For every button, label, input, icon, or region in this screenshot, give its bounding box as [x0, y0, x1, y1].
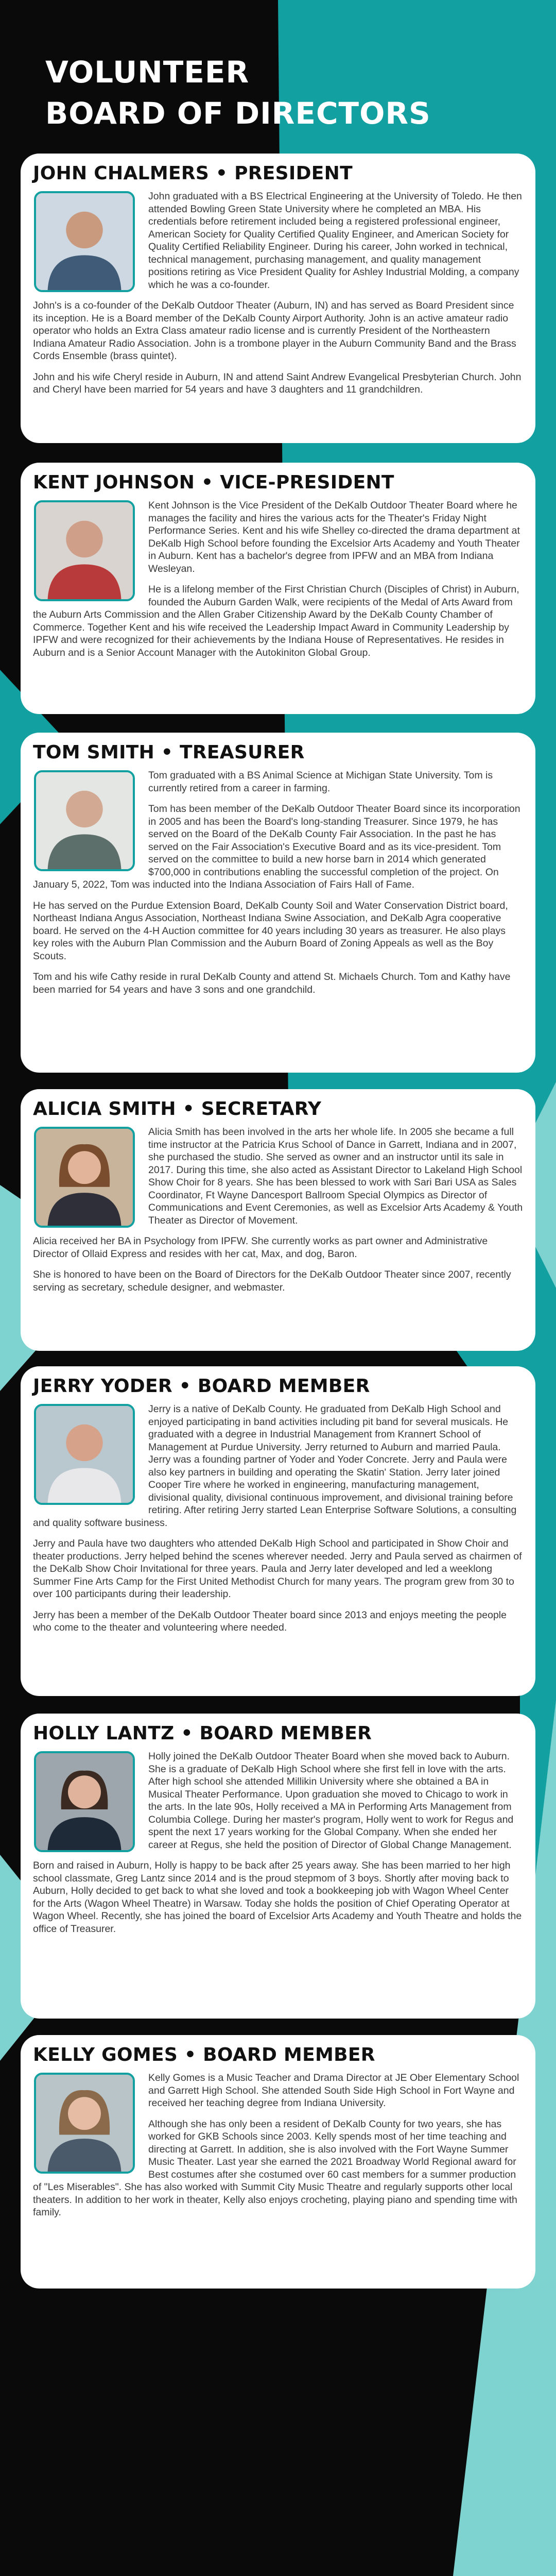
person-silhouette-icon	[36, 1753, 133, 1850]
portrait-photo	[34, 770, 135, 871]
member-bio-paragraph: He is a lifelong member of the First Christian Church (Disciples of Christ) in Auburn, founded the Auburn Garden Walk, were recipients of the Medal of Arts Award from the Auburn Arts Commission and the Allen Graber Citizenship Award by the DeKalb County Chamber of Commerce. Together Kent and his wife received the Leadership Impact Award in Community Leadership by IPFW and were recognized for their achievements by the Indiana House of Representatives. He resides in Auburn and is a Senior Account Manager with the Autokiniton Global Group.	[33, 584, 519, 658]
portrait-photo	[34, 2073, 135, 2174]
member-heading: KELLY GOMES • BOARD MEMBER	[33, 2044, 375, 2065]
member-card-alicia-smith	[21, 1089, 535, 1351]
member-card-kelly-gomes	[21, 2035, 535, 2289]
member-card-jerry-yoder	[21, 1366, 535, 1696]
member-bio-paragraph: Tom graduated with a BS Animal Science at Michigan State University. Tom is currently retired from a career in farming.	[148, 770, 493, 794]
member-bio-paragraph: Alicia received her BA in Psychology from IPFW. She currently works as part owner and Administrative Director of Ollaid Express and resides with her cat, Max, and dog, Baron.	[33, 1235, 488, 1260]
person-silhouette-icon	[36, 772, 133, 869]
member-bio-paragraph: Jerry is a native of DeKalb County. He graduated from DeKalb High School and enjoyed participating in band activities including pit band for several musicals. He graduated with a degree in Industrial Management from Krannert School of Management at Purdue University. Jerry returned to Auburn and married Paula. Jerry was a founding partner of Yoder and Yoder Concrete. Jerry and Paula were also key partners in building and operating the Skatin' Station. Jerry later joined Cooper Tire where he worked in engineering, manufacturing management, divisional quality, divisional continuous improvement, and divisional training before retiring. After retiring Jerry started Lean Enterprise Software Solutions, a consulting and quality software business.	[33, 1403, 517, 1529]
member-heading: HOLLY LANTZ • BOARD MEMBER	[33, 1723, 372, 1744]
member-heading: TOM SMITH • TREASURER	[33, 742, 305, 763]
member-card-holly-lantz	[21, 1714, 535, 2019]
member-bio-paragraph: He has served on the Purdue Extension Board, DeKalb County Soil and Water Conservation District board, Northeast Indiana Angus Association, Northeast Indiana Swine Association, and DeKalb Agra cooperative board. He served on the 4-H Auction committee for 40 years including 30 years as treasurer. He also plays key roles with the Auburn Plan Commission and the Auburn Board of Zoning Appeals as well as the Boy Scouts.	[33, 900, 508, 962]
member-bio-paragraph: Born and raised in Auburn, Holly is happy to be back after 25 years away. She has been married to her high school classmate, Greg Lantz since 2014 and is the proud stepmom of 3 boys. Shortly after moving back to Auburn, Holly decided to get back to what she loved and took a bookkeeping job with Wagon Wheel Center for the Arts (Wagon Wheel Theatre) in Warsaw. Today she holds the position of Chief Operating Operator at Wagon Wheel. Recently, she has joined the board of Excelsior Arts Academy and Youth Theatre and holds the office of Treasurer.	[33, 1860, 522, 1935]
portrait-photo	[34, 1751, 135, 1852]
portrait-photo	[34, 1127, 135, 1228]
member-bio-paragraph: She is honored to have been on the Board of Directors for the DeKalb Outdoor Theater since 2007, recently serving as secretary, schedule designer, and webmaster.	[33, 1269, 511, 1293]
portrait-photo	[34, 1404, 135, 1505]
person-silhouette-icon	[36, 1129, 133, 1226]
member-card-john-chalmers	[21, 154, 535, 443]
member-bio-paragraph: Jerry and Paula have two daughters who attended DeKalb High School and participated in Show Choir and theater productions. Jerry helped behind the scenes wherever needed. Jerry and Paula served as chairmen of the DeKalb Show Choir Invitational for three years. Paula and Jerry later developed and led a weeklong Summer Fine Arts Camp for the First United Methodist Church for many years. The program grew from 30 to over 100 participants during their leadership.	[33, 1538, 522, 1600]
member-bio-paragraph: Although she has only been a resident of DeKalb County for two years, she has worked for GKB Schools since 2003. Kelly spends most of her time teaching and directing at Garrett. In addition, she is also involved with the Fort Wayne Summer Music Theater. Last year she earned the 2021 Broadway World Regional award for Best costumes after she costumed over 60 cast members for a summer production of "Les Miserables". She has also worked with Summit City Music Theatre and regularly supports other local theaters. In addition to her work in theater, Kelly also enjoys crocheting, playing piano and spending time with family.	[33, 2118, 517, 2218]
person-silhouette-icon	[36, 193, 133, 290]
member-bio-paragraph: Alicia Smith has been involved in the arts her whole life. In 2005 she became a full time instructor at the Patricia Krus School of Dance in Garrett, Indiana and in 2007, she purchased the studio. She served as owner and an instructor until its sale in 2017. During this time, she also acted as Assistant Director to Lakeland High School Show Choir for 8 years. She has been blessed to work with Sari Bari USA as Sales Coordinator, Ft Wayne Dancesport Ballroom Special Olympics as Director of Communications and Event Ceremonies, as well as Excelsior Arts Academy & Youth Theater as Director of Movement.	[148, 1126, 523, 1226]
member-heading: ALICIA SMITH • SECRETARY	[33, 1098, 322, 1120]
member-bio-paragraph: Holly joined the DeKalb Outdoor Theater Board when she moved back to Auburn. She is a graduate of DeKalb High School where she first fell in love with the arts. After high school she attended Millikin University where she obtained a BA in Musical Theater Performance. Upon graduation she moved to Chicago to work in the arts. In the late 90s, Holly received a MA in Performing Arts Management from Columbia College. During her master's program, Holly went to work for Regus and spent the next 17 years working for the Global Company. When she ended her career at Regus, she held the position of Director of Global Change Management.	[148, 1751, 514, 1851]
title-line-2: BOARD OF DIRECTORS	[45, 96, 431, 131]
person-silhouette-icon	[36, 2075, 133, 2172]
member-card-kent-johnson	[21, 463, 535, 714]
portrait-photo	[34, 500, 135, 601]
person-silhouette-icon	[36, 1406, 133, 1503]
portrait-photo	[34, 191, 135, 292]
title-line-1: VOLUNTEER	[45, 55, 250, 90]
member-card-tom-smith	[21, 733, 535, 1073]
member-heading: JERRY YODER • BOARD MEMBER	[33, 1376, 370, 1397]
member-bio-paragraph: Jerry has been a member of the DeKalb Outdoor Theater board since 2013 and enjoys meeting the people who come to the theater and volunteering where needed.	[33, 1609, 507, 1633]
page-title	[45, 52, 431, 134]
member-bio-paragraph: John's is a co-founder of the DeKalb Outdoor Theater (Auburn, IN) and has served as Board President since its inception. He is a Board member of the DeKalb County Airport Authority. John is an active amateur radio operator who holds an Extra Class amateur radio license and is currently President of the Northeastern Indiana Amateur Radio Association. John is a trombone player in the Auburn Community Band and the Brass Cords Ensemble (brass quintet).	[33, 300, 516, 362]
member-bio-paragraph: Kent Johnson is the Vice President of the DeKalb Outdoor Theater Board where he manages the facility and hires the various acts for the Theater's Friday Night Performance Series. Kent and his wife Shelley co-directed the drama department at DeKalb High School before founding the Excelsior Arts Academy and Youth Theater in Auburn. Kent has a bachelor's degree from IPFW and an MBA from Indiana Wesleyan.	[148, 500, 520, 574]
member-heading: JOHN CHALMERS • PRESIDENT	[33, 163, 353, 184]
member-bio-paragraph: John and his wife Cheryl reside in Auburn, IN and attend Saint Andrew Evangelical Presbyterian Church. John and Cheryl have been married for 54 years and have 3 daughters and 11 grandchildren.	[33, 371, 522, 395]
member-heading: KENT JOHNSON • VICE-PRESIDENT	[33, 472, 394, 493]
member-bio-paragraph: John graduated with a BS Electrical Engineering at the University of Toledo. He then attended Bowling Green State University where he completed an MBA. His credentials before retirement included being a registered professional engineer, American Society for Quality Certified Quality Engineer, and American Society for Quality Certified Reliability Engineer. During his career, John worked in technical, technical management, purchasing management, and quality management positions retiring as Vice President Quality for Ashley Industrial Molding, a company which he was a co-founder.	[148, 191, 522, 291]
member-bio-paragraph: Kelly Gomes is a Music Teacher and Drama Director at JE Ober Elementary School and Garrett High School. She attended South Side High School in Fort Wayne and received her teaching degree from Indiana University.	[148, 2072, 519, 2109]
member-bio-paragraph: Tom and his wife Cathy reside in rural DeKalb County and attend St. Michaels Church. Tom and Kathy have been married for 54 years and have 3 sons and one grandchild.	[33, 971, 511, 995]
person-silhouette-icon	[36, 502, 133, 599]
member-bio-paragraph: Tom has been member of the DeKalb Outdoor Theater Board since its incorporation in 2005 and has been the Board's long-standing Treasurer. Since 1979, he has served on the Board of the DeKalb County Fair Association. In the past he has served on the Fair Association's Executive Board and as its vice-president. Tom served on the committee to build a new horse barn in 2014 which generated $700,000 in contributions enabling the successful completion of the project. On January 5, 2022, Tom was inducted into the Indiana Association of Fairs Hall of Fame.	[33, 803, 520, 890]
